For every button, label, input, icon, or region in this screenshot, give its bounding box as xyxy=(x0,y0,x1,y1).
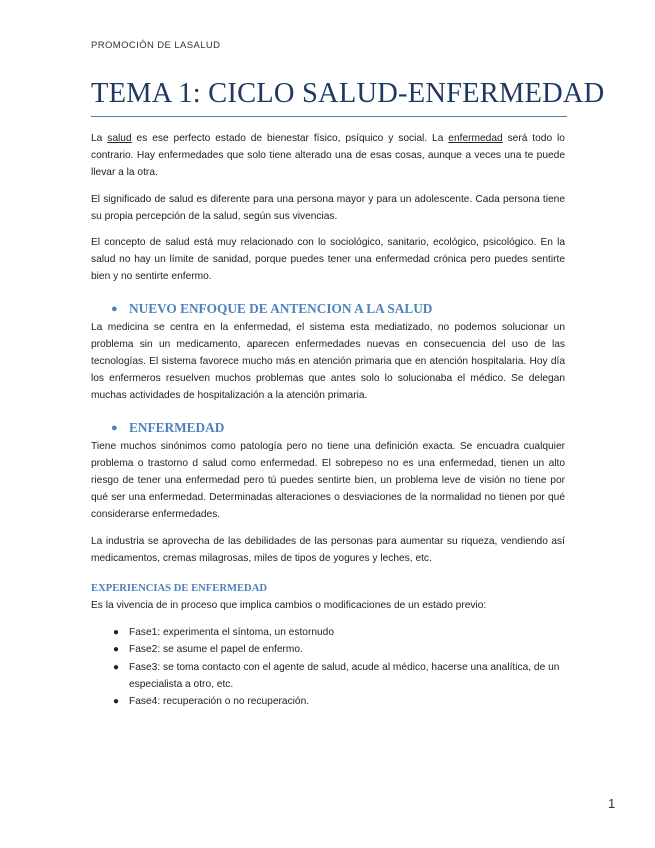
section-heading-text: ENFERMEDAD xyxy=(129,419,225,435)
section2-paragraph-2: La industria se aprovecha de las debilidades de las personas para aumentar su riqueza, vendiendo así medicamentos, cremas milagrosas, miles de tipos de yogures y leches, etc. xyxy=(91,535,565,564)
term-salud: salud xyxy=(107,133,132,144)
subheading-experiencias: EXPERIENCIAS DE ENFERMEDAD xyxy=(91,583,267,595)
bullet-icon: ● xyxy=(111,421,118,434)
text-run: La xyxy=(91,133,108,144)
bullet-icon: ● xyxy=(111,302,118,315)
section1-paragraph: La medicina se centra en la enfermedad, el sistema esta mediatizado, no podemos solucionar un problema sin un medicamento, aparecen enfermedades nuevas en consecuencia del uso de las tecnologías. El sistema favorece mucho más en atención primaria que en atención hospitalaria. Hoy día los enfermeros resuelven muchos problemas que antes solo lo solucionaba el médico. Se delegan muchas actividades de hospitalización a la atención primaria. xyxy=(91,321,565,402)
list-item xyxy=(91,693,565,710)
bullet-icon: ● xyxy=(113,661,120,673)
phase-list xyxy=(91,624,565,710)
text-run: será todo lo contrario. Hay enfermedades que solo tiene alterado una de esas cosas, aunque a veces una te puede llevar a la otra. xyxy=(91,133,565,179)
section-heading-enfermedad xyxy=(111,419,565,437)
section3-intro: Es la vivencia de in proceso que implica cambios o modificaciones de un estado previo: xyxy=(91,600,487,612)
section2-paragraph-1: Tiene muchos sinónimos como patología pero no tiene una definición exacta. Se encuadra cualquier problema o trastorno d salud como enfermedad. El sobrepeso no es una enfermedad, tienen un alto riesgo de tener una enfermedad pero tú puedes sentirte bien, un problema leve de visión no tiene por qué ser una enfermedad. Determinadas alteraciones o desviaciones de la normalidad no tienen por qué considerarse enfermedades. xyxy=(91,440,565,521)
list-item xyxy=(91,624,565,641)
intro-paragraph-1 xyxy=(91,130,565,182)
list-item-text: Fase4: recuperación o no recuperación. xyxy=(129,696,310,708)
intro-paragraph-2: El significado de salud es diferente para una persona mayor y para un adolescente. Cada persona tiene su propia percepción de la salud, según sus vivencias. xyxy=(91,193,565,222)
list-item-text: Fase2: se asume el papel de enfermo. xyxy=(129,644,303,656)
intro-paragraph-3: El concepto de salud está muy relacionado con lo sociológico, sanitario, ecológico, psicológico. En la salud no hay un límite de sanidad, porque puedes tener una enfermedad crónica pero puedes sentirte bien y no sentirte enfermo. xyxy=(91,237,565,283)
list-item-text: Fase3: se toma contacto con el agente de salud, acude al médico, hacerse una analítica, de un especialista a otro, etc. xyxy=(129,661,560,690)
running-header: PROMOCIÓN DE LASALUD xyxy=(91,40,221,51)
text-run: es ese perfecto estado de bienestar físico, psíquico y social. La xyxy=(131,133,449,144)
section-heading-text: NUEVO ENFOQUE DE ANTENCION A LA SALUD xyxy=(129,300,433,316)
page-title: TEMA 1: CICLO SALUD-ENFERMEDAD xyxy=(91,78,567,117)
list-item xyxy=(91,659,565,693)
term-enfermedad: enfermedad xyxy=(448,133,503,144)
list-item-text: Fase1: experimenta el síntoma, un estornudo xyxy=(129,627,334,639)
page-number: 1 xyxy=(608,796,616,811)
bullet-icon: ● xyxy=(113,644,120,656)
section-heading-nuevo-enfoque xyxy=(111,300,565,318)
bullet-icon: ● xyxy=(113,627,120,639)
bullet-icon: ● xyxy=(113,696,120,708)
document-body xyxy=(91,130,565,710)
list-item xyxy=(91,641,565,658)
